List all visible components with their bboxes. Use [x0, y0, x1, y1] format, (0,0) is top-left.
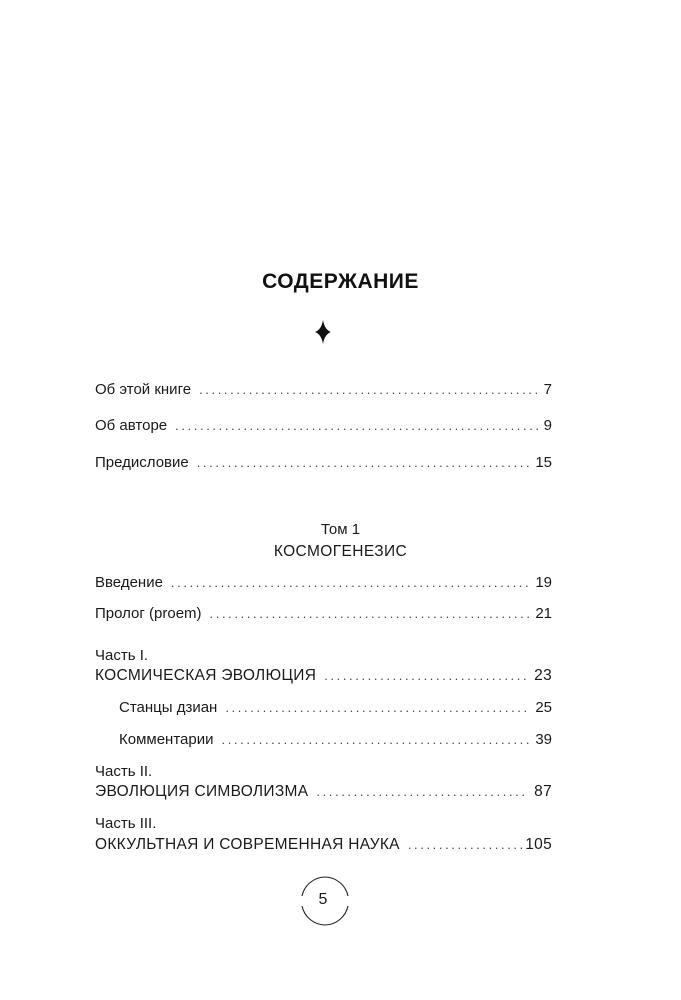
entry-label: Об этой книге — [95, 381, 192, 398]
leader-dots — [199, 380, 538, 400]
leader-dots — [221, 730, 529, 750]
entry-page: 87 — [534, 783, 552, 800]
diamond-ornament-icon — [311, 319, 335, 345]
toc-title: СОДЕРЖАНИЕ — [262, 270, 419, 293]
toc-entry-prologue[interactable] — [95, 604, 552, 624]
page-number: 5 — [318, 891, 328, 908]
entry-page: 7 — [543, 381, 552, 398]
toc-entry-part-3[interactable] — [95, 835, 552, 855]
toc-entry-preface[interactable] — [95, 453, 552, 473]
entry-label: ЭВОЛЮЦИЯ СИМВОЛИЗМА — [95, 783, 309, 800]
leader-dots — [316, 782, 528, 802]
leader-dots — [197, 453, 530, 473]
toc-entry-part-1[interactable] — [95, 666, 552, 686]
entry-label: Пролог (proem) — [95, 605, 202, 622]
toc-entry-commentaries[interactable] — [119, 730, 552, 750]
entry-page: 21 — [535, 605, 552, 622]
leader-dots — [175, 416, 538, 436]
toc-entry-stanzas[interactable] — [119, 698, 552, 718]
entry-label: Комментарии — [119, 731, 214, 748]
part-label: Часть I. — [95, 647, 149, 664]
entry-label: Введение — [95, 574, 163, 591]
toc-entry-part-2[interactable] — [95, 782, 552, 802]
entry-page: 25 — [535, 699, 552, 716]
entry-page: 23 — [534, 667, 552, 684]
toc-entry-about-author[interactable] — [95, 416, 552, 436]
leader-dots — [324, 666, 528, 686]
entry-label: Предисловие — [95, 454, 189, 471]
part-label: Часть II. — [95, 763, 153, 780]
leader-dots — [225, 698, 529, 718]
toc-entry-about-book[interactable] — [95, 380, 552, 400]
entry-label: Об авторе — [95, 417, 168, 434]
part-label: Часть III. — [95, 815, 157, 832]
volume-title: КОСМОГЕНЕЗИС — [273, 543, 408, 560]
leader-dots — [171, 573, 529, 593]
entry-page: 19 — [535, 574, 552, 591]
toc-entry-introduction[interactable] — [95, 573, 552, 593]
leader-dots — [408, 835, 523, 855]
entry-page: 105 — [525, 836, 552, 853]
entry-page: 9 — [543, 417, 552, 434]
volume-number: Том 1 — [320, 521, 361, 538]
entry-label: ОККУЛЬТНАЯ И СОВРЕМЕННАЯ НАУКА — [95, 836, 400, 853]
entry-page: 15 — [535, 454, 552, 471]
entry-label: КОСМИЧЕСКАЯ ЭВОЛЮЦИЯ — [95, 667, 317, 684]
entry-page: 39 — [535, 731, 552, 748]
entry-label: Станцы дзиан — [119, 699, 218, 716]
leader-dots — [210, 604, 530, 624]
